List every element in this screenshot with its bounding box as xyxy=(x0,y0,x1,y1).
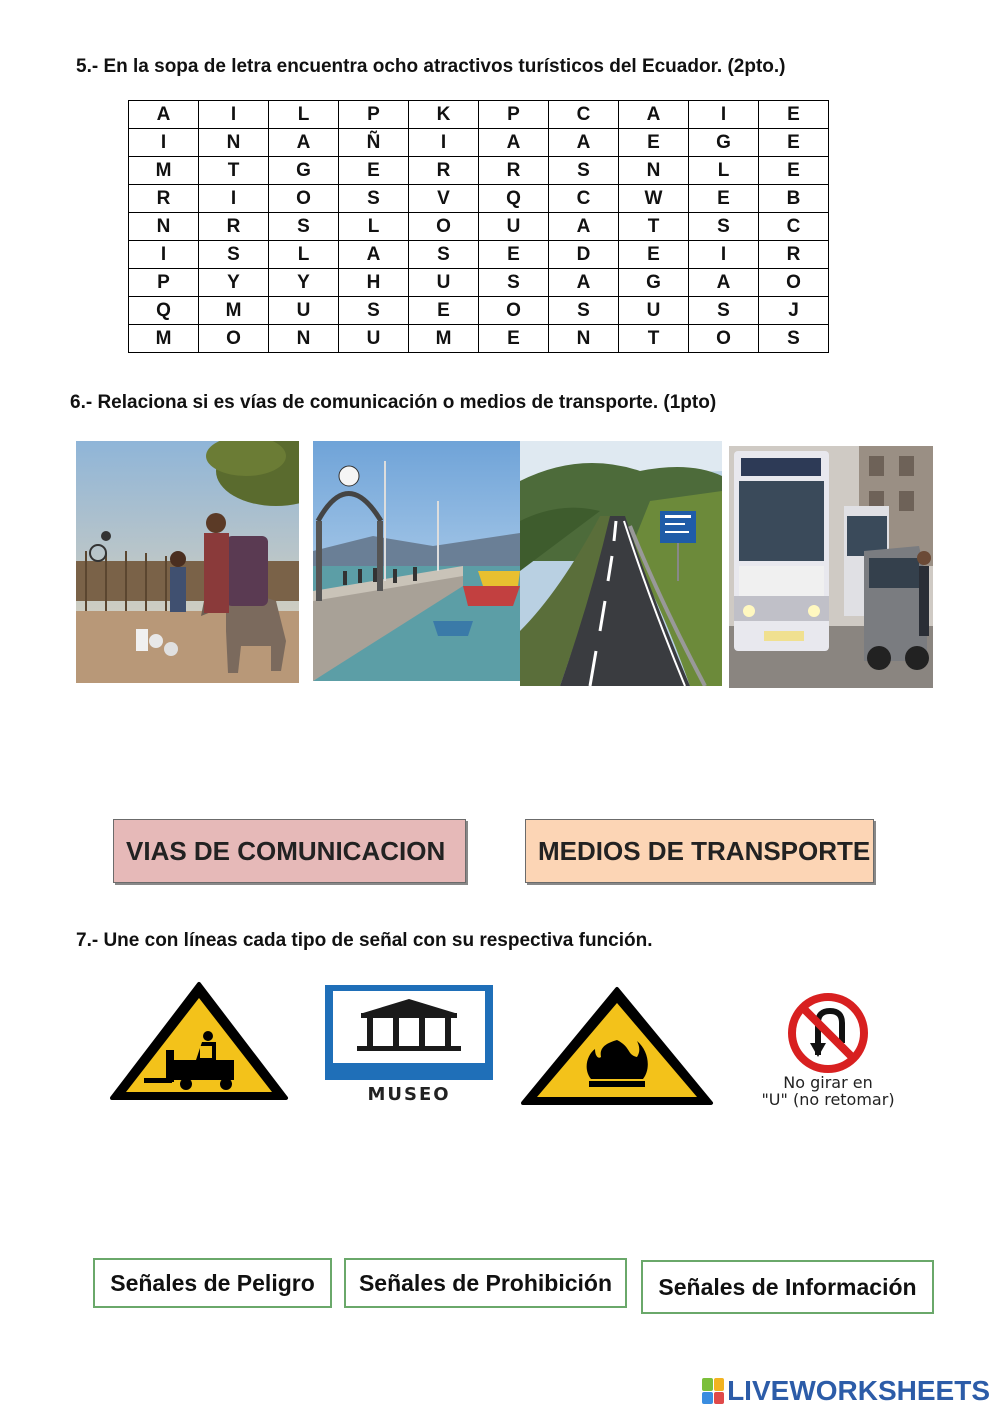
grid-cell[interactable]: M xyxy=(409,325,479,353)
grid-cell[interactable]: E xyxy=(759,129,829,157)
q6-title: 6.- Relaciona si es vías de comunicación o medios de transporte. (1pto) xyxy=(70,392,717,413)
answer-senales-informacion[interactable]: Señales de Información xyxy=(641,1260,934,1314)
grid-cell[interactable]: S xyxy=(549,297,619,325)
grid-cell[interactable]: E xyxy=(759,101,829,129)
grid-cell[interactable]: A xyxy=(479,129,549,157)
grid-cell[interactable]: P xyxy=(339,101,409,129)
grid-cell[interactable]: L xyxy=(339,213,409,241)
grid-cell[interactable]: Y xyxy=(269,269,339,297)
liveworksheets-icon xyxy=(702,1378,724,1404)
grid-cell[interactable]: I xyxy=(689,241,759,269)
highway-photo[interactable] xyxy=(520,441,722,686)
grid-cell[interactable]: K xyxy=(409,101,479,129)
liveworksheets-logo xyxy=(702,1375,990,1407)
q7-title: 7.- Une con líneas cada tipo de señal con su respectiva función. xyxy=(76,930,653,951)
grid-cell[interactable]: Q xyxy=(129,297,199,325)
grid-cell[interactable]: I xyxy=(199,101,269,129)
grid-cell[interactable]: N xyxy=(129,213,199,241)
grid-cell[interactable]: U xyxy=(409,269,479,297)
grid-cell[interactable]: P xyxy=(479,101,549,129)
grid-cell[interactable]: V xyxy=(409,185,479,213)
grid-cell[interactable]: R xyxy=(479,157,549,185)
grid-cell[interactable]: S xyxy=(199,241,269,269)
grid-cell[interactable]: O xyxy=(759,269,829,297)
grid-row xyxy=(129,325,829,353)
grid-cell[interactable]: S xyxy=(759,325,829,353)
grid-cell[interactable]: A xyxy=(269,129,339,157)
grid-cell[interactable]: S xyxy=(339,185,409,213)
museum-caption: MUSEO xyxy=(367,1084,451,1105)
grid-cell[interactable]: G xyxy=(689,129,759,157)
grid-cell[interactable]: U xyxy=(339,325,409,353)
grid-cell[interactable]: G xyxy=(269,157,339,185)
grid-cell[interactable]: R xyxy=(199,213,269,241)
grid-cell[interactable]: E xyxy=(409,297,479,325)
museum-info-sign-icon[interactable] xyxy=(325,985,493,1080)
grid-row xyxy=(129,213,829,241)
grid-cell[interactable]: R xyxy=(129,185,199,213)
grid-cell[interactable]: O xyxy=(689,325,759,353)
grid-row xyxy=(129,241,829,269)
grid-cell[interactable]: E xyxy=(479,241,549,269)
pier-photo[interactable] xyxy=(313,441,520,681)
grid-cell[interactable]: M xyxy=(129,157,199,185)
grid-cell[interactable]: D xyxy=(549,241,619,269)
grid-cell[interactable]: A xyxy=(549,129,619,157)
grid-cell[interactable]: Y xyxy=(199,269,269,297)
grid-cell[interactable]: C xyxy=(549,101,619,129)
forklift-warning-sign-icon[interactable] xyxy=(108,980,290,1102)
category-medios-transporte[interactable]: MEDIOS DE TRANSPORTE xyxy=(525,819,874,883)
grid-row xyxy=(129,185,829,213)
flammable-warning-sign-icon[interactable] xyxy=(519,985,715,1107)
answer-senales-prohibicion[interactable]: Señales de Prohibición xyxy=(344,1258,627,1308)
grid-cell[interactable]: E xyxy=(689,185,759,213)
grid-cell[interactable]: S xyxy=(479,269,549,297)
word-search-grid xyxy=(128,100,829,353)
grid-cell[interactable]: O xyxy=(409,213,479,241)
grid-cell[interactable]: I xyxy=(199,185,269,213)
grid-cell[interactable]: W xyxy=(619,185,689,213)
grid-cell[interactable]: N xyxy=(269,325,339,353)
answer-senales-peligro[interactable]: Señales de Peligro xyxy=(93,1258,332,1308)
grid-cell[interactable]: G xyxy=(619,269,689,297)
grid-cell[interactable]: I xyxy=(689,101,759,129)
grid-cell[interactable]: H xyxy=(339,269,409,297)
grid-cell[interactable]: S xyxy=(269,213,339,241)
grid-cell[interactable]: R xyxy=(409,157,479,185)
grid-cell[interactable]: N xyxy=(619,157,689,185)
grid-cell[interactable]: U xyxy=(269,297,339,325)
grid-cell[interactable]: A xyxy=(129,101,199,129)
grid-cell[interactable]: O xyxy=(199,325,269,353)
grid-cell[interactable]: E xyxy=(619,129,689,157)
grid-cell[interactable]: R xyxy=(759,241,829,269)
grid-cell[interactable]: C xyxy=(759,213,829,241)
grid-cell[interactable]: C xyxy=(549,185,619,213)
grid-cell[interactable]: J xyxy=(759,297,829,325)
category-vias-comunicacion[interactable]: VIAS DE COMUNICACION xyxy=(113,819,466,883)
grid-cell[interactable]: U xyxy=(479,213,549,241)
grid-cell[interactable]: T xyxy=(199,157,269,185)
grid-cell[interactable]: E xyxy=(759,157,829,185)
bus-photo[interactable] xyxy=(729,446,933,688)
grid-cell[interactable]: N xyxy=(549,325,619,353)
grid-cell[interactable]: Q xyxy=(479,185,549,213)
grid-cell[interactable]: L xyxy=(269,241,339,269)
grid-cell[interactable]: S xyxy=(339,297,409,325)
grid-cell[interactable]: E xyxy=(619,241,689,269)
grid-cell[interactable]: S xyxy=(689,213,759,241)
grid-cell[interactable]: A xyxy=(339,241,409,269)
no-uturn-caption-line1: No girar en xyxy=(783,1073,873,1092)
grid-cell[interactable]: I xyxy=(129,129,199,157)
grid-cell[interactable]: S xyxy=(549,157,619,185)
grid-row xyxy=(129,101,829,129)
grid-cell[interactable]: I xyxy=(409,129,479,157)
grid-row xyxy=(129,269,829,297)
no-uturn-caption xyxy=(740,1074,916,1108)
grid-cell[interactable]: M xyxy=(199,297,269,325)
no-uturn-caption-line2: "U" (no retomar) xyxy=(761,1090,895,1109)
grid-cell[interactable]: T xyxy=(619,325,689,353)
grid-cell[interactable]: A xyxy=(689,269,759,297)
grid-cell[interactable]: A xyxy=(549,213,619,241)
donkey-photo[interactable] xyxy=(76,441,299,683)
grid-row xyxy=(129,129,829,157)
grid-cell[interactable]: N xyxy=(199,129,269,157)
grid-cell[interactable]: L xyxy=(269,101,339,129)
grid-cell[interactable]: Ñ xyxy=(339,129,409,157)
grid-cell[interactable]: A xyxy=(619,101,689,129)
grid-cell[interactable]: M xyxy=(129,325,199,353)
grid-cell[interactable]: U xyxy=(619,297,689,325)
grid-cell[interactable]: A xyxy=(549,269,619,297)
grid-cell[interactable]: O xyxy=(479,297,549,325)
grid-row xyxy=(129,297,829,325)
no-uturn-sign-icon[interactable] xyxy=(758,993,898,1073)
grid-cell[interactable]: S xyxy=(409,241,479,269)
grid-cell[interactable]: S xyxy=(689,297,759,325)
grid-cell[interactable]: T xyxy=(619,213,689,241)
grid-cell[interactable]: O xyxy=(269,185,339,213)
grid-cell[interactable]: B xyxy=(759,185,829,213)
grid-cell[interactable]: E xyxy=(479,325,549,353)
grid-row xyxy=(129,157,829,185)
grid-cell[interactable]: E xyxy=(339,157,409,185)
q5-title: 5.- En la sopa de letra encuentra ocho atractivos turísticos del Ecuador. (2pto.) xyxy=(76,56,786,77)
grid-cell[interactable]: L xyxy=(689,157,759,185)
liveworksheets-text: LIVEWORKSHEETS xyxy=(727,1375,990,1406)
grid-cell[interactable]: P xyxy=(129,269,199,297)
grid-cell[interactable]: I xyxy=(129,241,199,269)
